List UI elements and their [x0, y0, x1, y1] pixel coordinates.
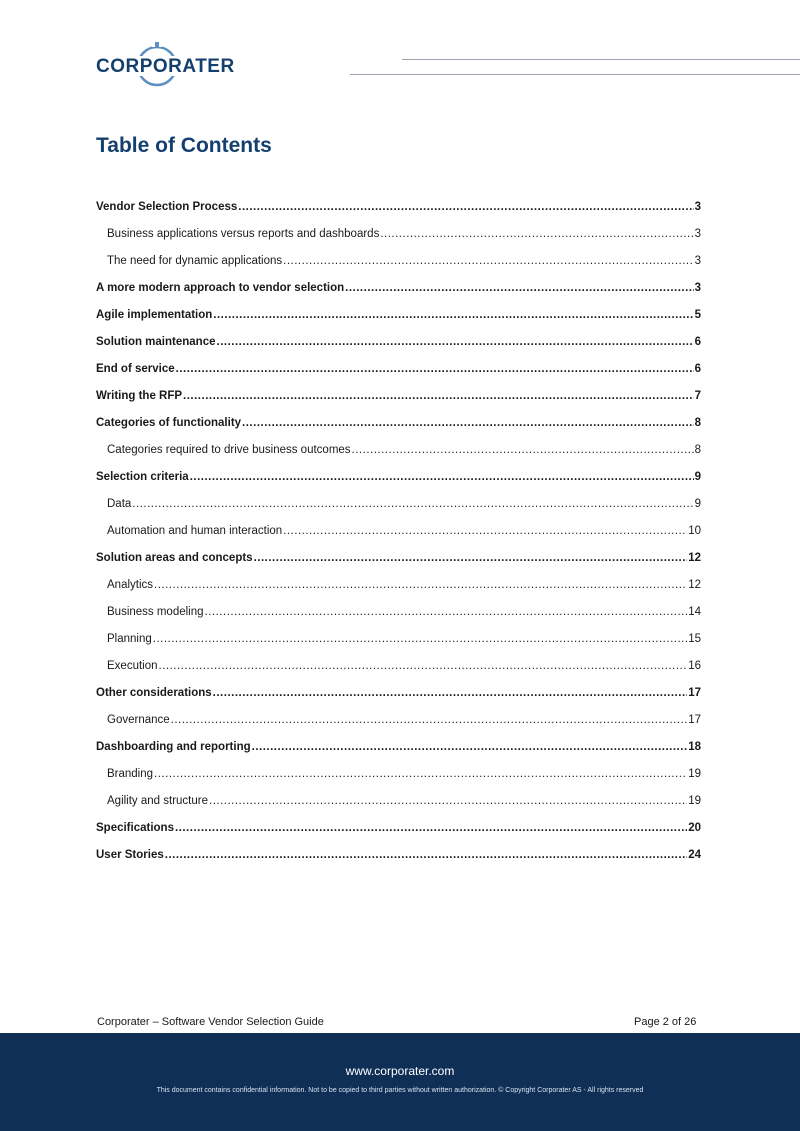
- toc-entry-title: The need for dynamic applications: [107, 255, 283, 267]
- toc-subentry[interactable]: [96, 484, 701, 511]
- toc-entry-page: 3: [694, 282, 701, 294]
- toc-dot-leader: [175, 821, 687, 835]
- toc-entry-title: Data: [107, 498, 132, 510]
- toc-entry[interactable]: [96, 349, 701, 376]
- toc-entry-title: Solution areas and concepts: [96, 552, 253, 564]
- toc-dot-leader: [190, 470, 694, 484]
- footer-band: [0, 1033, 800, 1131]
- toc-dot-leader: [242, 416, 694, 430]
- toc-entry[interactable]: [96, 673, 701, 700]
- page-title: Table of Contents: [96, 134, 272, 157]
- toc-entry-page: 19: [688, 768, 701, 780]
- footer-document-title: Corporater – Software Vendor Selection Guide: [97, 1016, 324, 1028]
- toc-dot-leader: [252, 740, 688, 754]
- toc-subentry[interactable]: [96, 241, 701, 268]
- header-rule-top: [402, 59, 800, 60]
- toc-subentry[interactable]: [96, 754, 701, 781]
- toc-entry-page: 7: [694, 390, 701, 402]
- toc-entry-page: 10: [688, 525, 701, 537]
- toc-dot-leader: [238, 200, 693, 214]
- toc-entry-title: A more modern approach to vendor selection: [96, 282, 345, 294]
- toc-entry-title: Analytics: [107, 579, 154, 591]
- toc-entry-page: 6: [694, 363, 701, 375]
- toc-entry-title: Categories of functionality: [96, 417, 242, 429]
- toc-entry-title: Vendor Selection Process: [96, 201, 238, 213]
- toc-dot-leader: [283, 254, 693, 268]
- toc-dot-leader: [132, 497, 693, 511]
- toc-entry-page: 19: [688, 795, 701, 807]
- toc-entry-title: Branding: [107, 768, 154, 780]
- toc-entry-title: End of service: [96, 363, 175, 375]
- toc-subentry[interactable]: [96, 430, 701, 457]
- toc-entry-title: Business modeling: [107, 606, 204, 618]
- toc-entry[interactable]: [96, 808, 701, 835]
- toc-subentry[interactable]: [96, 646, 701, 673]
- toc-entry-title: Business applications versus reports and dashboards: [107, 228, 380, 240]
- toc-dot-leader: [213, 686, 688, 700]
- footer-website-link[interactable]: www.corporater.com: [345, 1064, 455, 1078]
- toc-entry-title: Execution: [107, 660, 158, 672]
- toc-dot-leader: [380, 227, 693, 241]
- toc-dot-leader: [154, 767, 687, 781]
- toc-dot-leader: [345, 281, 693, 295]
- toc-dot-leader: [176, 362, 694, 376]
- toc-entry-title: Agile implementation: [96, 309, 213, 321]
- toc-entry-title: Planning: [107, 633, 152, 645]
- toc-entry[interactable]: [96, 295, 701, 322]
- toc-entry-title: Automation and human interaction: [107, 525, 283, 537]
- toc-subentry[interactable]: [96, 511, 701, 538]
- toc-entry[interactable]: [96, 376, 701, 403]
- table-of-contents: [96, 187, 701, 862]
- toc-subentry[interactable]: [96, 700, 701, 727]
- toc-dot-leader: [205, 605, 688, 619]
- toc-entry[interactable]: [96, 538, 701, 565]
- toc-entry[interactable]: [96, 322, 701, 349]
- toc-dot-leader: [183, 389, 694, 403]
- toc-entry-page: 9: [694, 498, 701, 510]
- toc-entry-page: 14: [688, 606, 701, 618]
- toc-entry-page: 3: [694, 201, 701, 213]
- toc-entry-page: 12: [688, 552, 701, 564]
- toc-entry-page: 17: [688, 687, 701, 699]
- toc-entry-title: Other considerations: [96, 687, 212, 699]
- corporater-logo: [96, 42, 235, 90]
- toc-subentry[interactable]: [96, 619, 701, 646]
- toc-entry-page: 20: [688, 822, 701, 834]
- toc-dot-leader: [165, 848, 687, 862]
- toc-entry-title: Agility and structure: [107, 795, 208, 807]
- toc-subentry[interactable]: [96, 214, 701, 241]
- toc-entry-page: 3: [694, 255, 701, 267]
- toc-entry-title: Categories required to drive business outcomes: [107, 444, 351, 456]
- toc-dot-leader: [213, 308, 693, 322]
- toc-entry-title: Governance: [107, 714, 170, 726]
- toc-entry-page: 6: [694, 336, 701, 348]
- toc-dot-leader: [159, 659, 688, 673]
- toc-dot-leader: [153, 632, 687, 646]
- toc-entry[interactable]: [96, 187, 701, 214]
- header-rule-bottom: [350, 74, 800, 75]
- toc-subentry[interactable]: [96, 781, 701, 808]
- toc-entry-page: 17: [688, 714, 701, 726]
- toc-entry[interactable]: [96, 727, 701, 754]
- toc-entry-page: 24: [688, 849, 701, 861]
- toc-dot-leader: [209, 794, 687, 808]
- toc-entry-title: Dashboarding and reporting: [96, 741, 251, 753]
- toc-entry-page: 12: [688, 579, 701, 591]
- toc-subentry[interactable]: [96, 592, 701, 619]
- toc-entry-title: Selection criteria: [96, 471, 189, 483]
- toc-entry[interactable]: [96, 403, 701, 430]
- logo-text: CORPORATER: [96, 56, 235, 77]
- toc-entry-title: User Stories: [96, 849, 164, 861]
- toc-entry-page: 18: [688, 741, 701, 753]
- toc-entry[interactable]: [96, 457, 701, 484]
- toc-entry-page: 8: [694, 417, 701, 429]
- toc-entry-page: 5: [694, 309, 701, 321]
- toc-entry-page: 3: [694, 228, 701, 240]
- toc-dot-leader: [352, 443, 694, 457]
- toc-entry-title: Specifications: [96, 822, 174, 834]
- toc-subentry[interactable]: [96, 565, 701, 592]
- toc-dot-leader: [254, 551, 688, 565]
- toc-entry-page: 8: [694, 444, 701, 456]
- toc-entry-page: 15: [688, 633, 701, 645]
- toc-entry-title: Writing the RFP: [96, 390, 183, 402]
- toc-entry-page: 16: [688, 660, 701, 672]
- toc-dot-leader: [154, 578, 687, 592]
- footer-confidentiality-note: This document contains confidential information. Not to be copied to third parties without written authorization. © Copyright Corporater AS - All rights reserved: [156, 1087, 644, 1094]
- toc-dot-leader: [217, 335, 694, 349]
- toc-entry[interactable]: [96, 835, 701, 862]
- toc-entry-title: Solution maintenance: [96, 336, 216, 348]
- toc-entry[interactable]: [96, 268, 701, 295]
- footer-page-number: Page 2 of 26: [634, 1016, 697, 1028]
- toc-dot-leader: [171, 713, 688, 727]
- toc-entry-page: 9: [694, 471, 701, 483]
- toc-dot-leader: [283, 524, 687, 538]
